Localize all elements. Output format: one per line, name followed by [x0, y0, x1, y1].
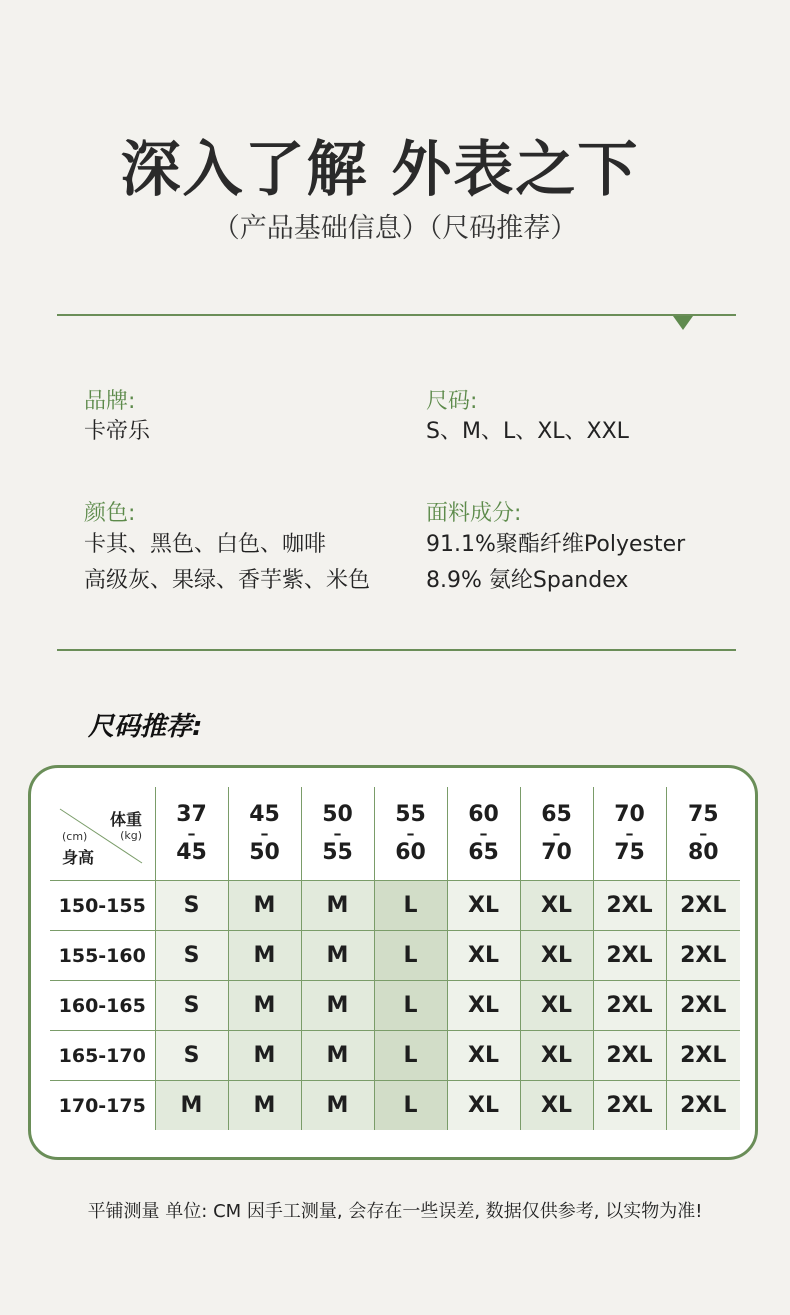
size-cell: XL: [447, 881, 520, 931]
size-cell: 2XL: [593, 1031, 666, 1081]
size-section-title: 尺码推荐:: [88, 712, 203, 742]
size-cell: 2XL: [593, 981, 666, 1031]
size-cell: XL: [447, 1081, 520, 1131]
size-cell: M: [301, 881, 374, 931]
size-cell: 2XL: [666, 931, 740, 981]
size-cell: S: [155, 881, 228, 931]
color-value-line2: 高级灰、果绿、香芋紫、米色: [84, 568, 371, 593]
weight-header-cell: 50 – 55: [301, 787, 374, 881]
size-chart-table: [50, 787, 740, 1130]
size-cell: M: [301, 1081, 374, 1131]
size-cell: 2XL: [593, 881, 666, 931]
table-row: [50, 981, 740, 1031]
bottom-divider: [57, 649, 736, 651]
height-cell: 170-175: [50, 1081, 155, 1131]
weight-header-cell: 70 – 75: [593, 787, 666, 881]
weight-header-cell: 65 – 70: [520, 787, 593, 881]
height-cell: 165-170: [50, 1031, 155, 1081]
height-cell: 155-160: [50, 931, 155, 981]
size-cell: S: [155, 931, 228, 981]
size-cell: 2XL: [666, 1081, 740, 1131]
size-value: S、M、L、XL、XXL: [426, 419, 629, 444]
size-cell: XL: [520, 1031, 593, 1081]
header-corner-cell: [50, 787, 155, 881]
size-cell: XL: [520, 931, 593, 981]
height-cell: 150-155: [50, 881, 155, 931]
size-cell: 2XL: [666, 881, 740, 931]
size-cell: L: [374, 931, 447, 981]
size-cell: M: [301, 1031, 374, 1081]
weight-header-cell: 37 – 45: [155, 787, 228, 881]
weight-header-cell: 45 – 50: [228, 787, 301, 881]
table-row: [50, 1031, 740, 1081]
size-cell: 2XL: [666, 981, 740, 1031]
height-cell: 160-165: [50, 981, 155, 1031]
size-cell: XL: [520, 881, 593, 931]
corner-weight-unit: (kg): [120, 829, 142, 842]
size-cell: XL: [520, 1081, 593, 1131]
size-cell: XL: [447, 1031, 520, 1081]
corner-height-unit: (cm): [62, 830, 88, 843]
size-cell: M: [301, 931, 374, 981]
size-cell: 2XL: [593, 931, 666, 981]
size-cell: M: [228, 981, 301, 1031]
size-cell: XL: [447, 981, 520, 1031]
size-cell: M: [228, 1081, 301, 1131]
size-cell: L: [374, 1031, 447, 1081]
fabric-value-line1: 91.1%聚酯纤维Polyester: [426, 532, 686, 557]
size-cell: M: [228, 931, 301, 981]
size-cell: S: [155, 1031, 228, 1081]
size-cell: M: [301, 981, 374, 1031]
size-cell: S: [155, 981, 228, 1031]
measurement-note: 平铺测量 单位: CM 因手工测量, 会存在一些误差, 数据仅供参考, 以实物为准!: [87, 1201, 703, 1222]
color-label: 颜色:: [84, 501, 136, 526]
fabric-value-line2: 8.9% 氨纶Spandex: [426, 568, 629, 593]
size-cell: L: [374, 981, 447, 1031]
top-divider: [57, 314, 736, 316]
size-label: 尺码:: [426, 389, 478, 414]
size-cell: L: [374, 881, 447, 931]
weight-header-cell: 75 – 80: [666, 787, 740, 881]
brand-value: 卡帝乐: [84, 419, 151, 444]
size-cell: XL: [520, 981, 593, 1031]
size-cell: 2XL: [593, 1081, 666, 1131]
weight-header-row: [50, 787, 740, 881]
size-cell: M: [228, 881, 301, 931]
brand-label: 品牌:: [84, 389, 136, 414]
size-cell: L: [374, 1081, 447, 1131]
size-cell: M: [155, 1081, 228, 1131]
page-subtitle: （产品基础信息）（尺码推荐）: [212, 213, 578, 244]
size-cell: 2XL: [666, 1031, 740, 1081]
table-row: [50, 931, 740, 981]
corner-weight-label: 体重: [109, 810, 142, 829]
weight-header-cell: 55 – 60: [374, 787, 447, 881]
weight-header-cell: 60 – 65: [447, 787, 520, 881]
page-title: 深入了解 外表之下: [120, 135, 640, 205]
table-row: [50, 1081, 740, 1131]
fabric-label: 面料成分:: [426, 501, 522, 526]
color-value-line1: 卡其、黑色、白色、咖啡: [84, 532, 327, 557]
triangle-marker-icon: [673, 316, 693, 330]
size-cell: M: [228, 1031, 301, 1081]
table-row: [50, 881, 740, 931]
corner-height-label: 身高: [62, 848, 95, 867]
size-cell: XL: [447, 931, 520, 981]
